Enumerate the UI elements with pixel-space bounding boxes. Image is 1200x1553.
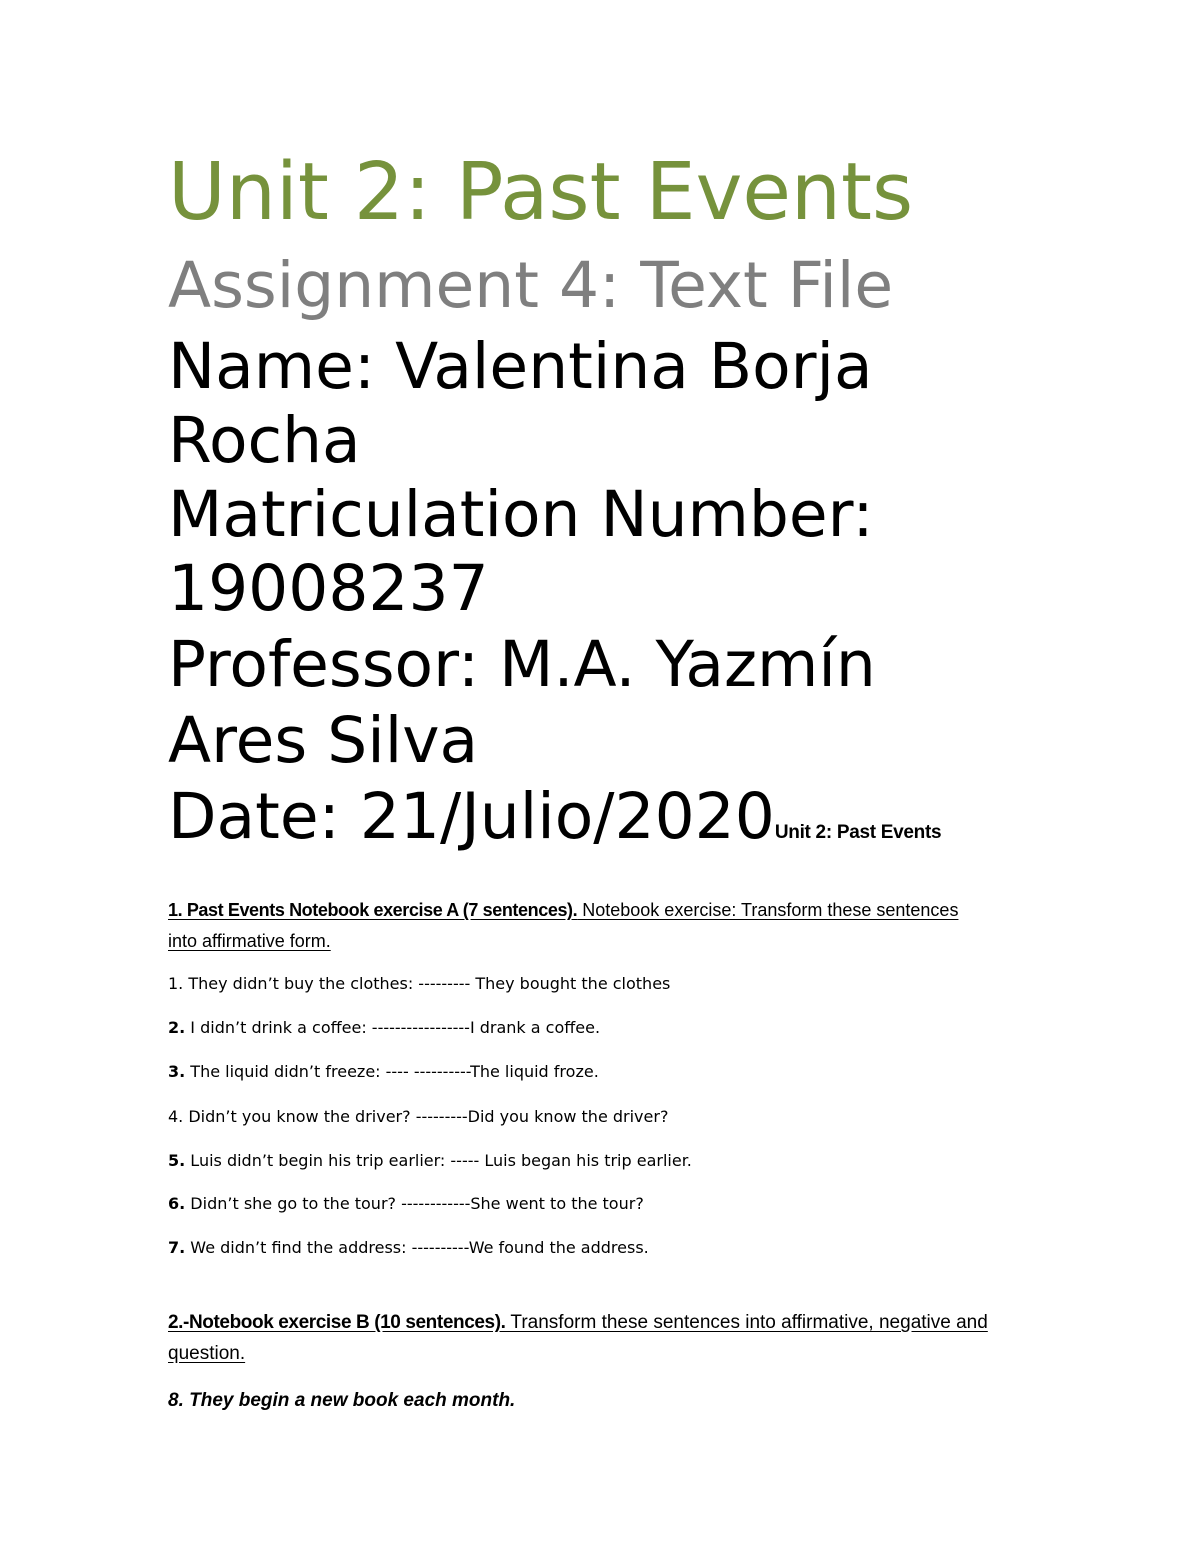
- sentence-number: 3.: [168, 1062, 186, 1081]
- student-name-line-1: Name: Valentina Borja: [168, 330, 873, 403]
- matriculation-label: Matriculation Number:: [168, 478, 874, 551]
- exercise-a-heading: [168, 895, 988, 957]
- sentence-number: 2.: [168, 1018, 186, 1037]
- sentence-number: 5.: [168, 1151, 186, 1170]
- professor-line-2: Ares Silva: [168, 704, 479, 777]
- sentence-text: Didn’t she go to the tour? ------------She went to the tour?: [185, 1194, 644, 1213]
- professor-line-1: Professor: M.A. Yazmín: [168, 628, 876, 701]
- date-line: [168, 780, 941, 870]
- date-text: Date: 21/Julio/2020: [168, 780, 775, 853]
- exercise-a-heading-bold: 1. Past Events Notebook exercise A (7 sentences).: [168, 900, 578, 920]
- exercise-a-sentence-5: [168, 1151, 692, 1171]
- sentence-text: They didn’t buy the clothes: --------- They bought the clothes: [183, 974, 671, 993]
- exercise-b-heading-instruction: Transform these sentences into affirmative, negative and question.: [168, 1312, 988, 1364]
- sentence-number: 6.: [168, 1194, 186, 1213]
- exercise-a-heading-instruction: Notebook exercise: Transform these sentences into affirmative form.: [168, 900, 959, 951]
- document-subtitle: Assignment 4: Text File: [168, 249, 894, 322]
- document-title: Unit 2: Past Events: [168, 146, 914, 238]
- sentence-text: We didn’t find the address: ----------We found the address.: [185, 1238, 649, 1257]
- student-name-line-2: Rocha: [168, 404, 361, 477]
- exercise-b-heading: [168, 1307, 988, 1369]
- sentence-number: 4.: [168, 1107, 184, 1126]
- exercise-b-heading-bold: 2.-Notebook exercise B (10 sentences).: [168, 1312, 506, 1333]
- exercise-a-sentence-3: [168, 1062, 599, 1082]
- matriculation-number: 19008237: [168, 552, 489, 625]
- exercise-a-sentence-1: [168, 974, 670, 994]
- exercise-a-sentence-2: [168, 1018, 600, 1038]
- exercise-a-sentence-6: [168, 1194, 644, 1214]
- sentence-text: Luis didn’t begin his trip earlier: ----- Luis began his trip earlier.: [185, 1151, 692, 1170]
- sentence-text: The liquid didn’t freeze: ---- ----------The liquid froze.: [185, 1062, 599, 1081]
- sentence-text: Didn’t you know the driver? ---------Did you know the driver?: [183, 1107, 669, 1126]
- exercise-a-sentence-4: [168, 1107, 668, 1127]
- exercise-a-sentence-7: [168, 1238, 649, 1258]
- sentence-text: I didn’t drink a coffee: -----------------I drank a coffee.: [185, 1018, 601, 1037]
- sentence-number: 7.: [168, 1238, 186, 1257]
- exercise-b-sentence-8: 8. They begin a new book each month.: [168, 1390, 516, 1411]
- sentence-number: 1.: [168, 974, 184, 993]
- running-header: Unit 2: Past Events: [774, 822, 942, 843]
